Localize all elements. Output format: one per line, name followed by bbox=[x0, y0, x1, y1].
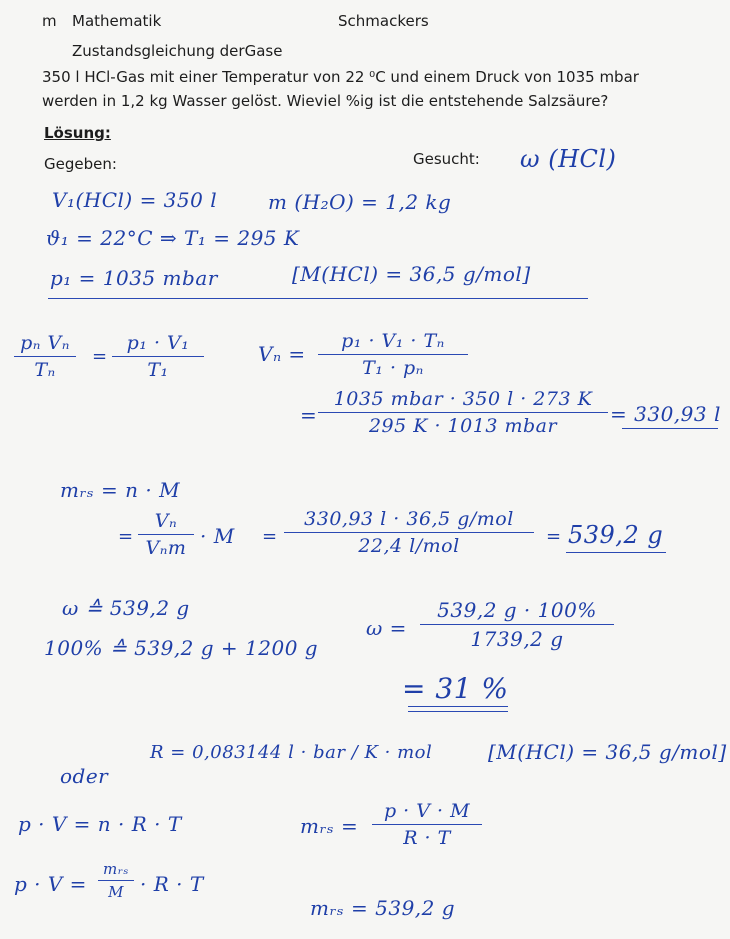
fraction-bar bbox=[14, 356, 76, 357]
mass-vn-fraction bbox=[138, 510, 194, 559]
gaslaw-rhs-fraction bbox=[112, 332, 204, 381]
mass-equals-1: = bbox=[118, 526, 134, 547]
ideal-gas-m-den: M bbox=[108, 883, 124, 901]
vn-calc-fraction bbox=[318, 388, 608, 437]
fraction-bar bbox=[138, 534, 194, 535]
gaslaw-rhs-num: p₁ · V₁ bbox=[126, 332, 190, 354]
mrs-den: R · T bbox=[403, 827, 451, 849]
fraction-bar bbox=[318, 412, 608, 413]
gaslaw-lhs-num: pₙ Vₙ bbox=[20, 332, 70, 354]
w-correspondence: ω ≙ 539,2 g bbox=[62, 596, 190, 620]
fraction-bar bbox=[112, 356, 204, 357]
mass-frac-num: Vₙ bbox=[154, 510, 178, 532]
gaslaw-lhs-fraction bbox=[14, 332, 76, 381]
vn-calc-num: 1035 mbar · 350 l · 273 K bbox=[333, 388, 593, 410]
ideal-gas-lhs: p · V = bbox=[14, 872, 87, 896]
gas-constant: R = 0,083144 l · bar / K · mol bbox=[150, 742, 433, 763]
gaslaw-lhs-den: Tₙ bbox=[34, 359, 56, 381]
vn-calc-den: 295 K · 1013 mbar bbox=[368, 415, 558, 437]
mass-calc-num: 330,93 l · 36,5 g/mol bbox=[304, 508, 514, 530]
given-water-mass: m (H₂O) = 1,2 kg bbox=[268, 190, 452, 214]
w-result-underline-1 bbox=[408, 706, 508, 707]
vn-formula-fraction bbox=[318, 330, 468, 379]
mass-equals-2: = bbox=[262, 526, 278, 547]
given-divider bbox=[48, 298, 588, 299]
given-temperature: ϑ₁ = 22°C ⇒ T₁ = 295 K bbox=[46, 226, 300, 250]
solution-heading: Lösung: bbox=[44, 124, 111, 142]
fraction-bar bbox=[372, 824, 482, 825]
fraction-bar bbox=[318, 354, 468, 355]
ideal-gas-law: p · V = n · R · T bbox=[18, 812, 182, 836]
mrs-num: p · V · M bbox=[383, 800, 471, 822]
sought-value: ω (HCl) bbox=[520, 145, 617, 173]
gaslaw-equals: = bbox=[92, 346, 108, 367]
gaslaw-rhs-den: T₁ bbox=[147, 359, 169, 381]
w-num: 539,2 g · 100% bbox=[437, 598, 597, 622]
mass-line-1: mᵣₛ = n · M bbox=[60, 478, 181, 502]
mass-calc-fraction bbox=[284, 508, 534, 557]
mrs-result: mᵣₛ = 539,2 g bbox=[310, 896, 456, 920]
w-result-underline-2 bbox=[408, 711, 508, 712]
w-result: = 31 % bbox=[402, 672, 509, 705]
given-molar-mass: [M(HCl) = 36,5 g/mol] bbox=[292, 262, 531, 286]
mrs-fraction bbox=[372, 800, 482, 849]
ideal-gas-tail: · R · T bbox=[140, 872, 204, 896]
hundred-correspondence: 100% ≙ 539,2 g + 1200 g bbox=[44, 636, 319, 660]
fraction-bar bbox=[98, 880, 134, 881]
fraction-bar bbox=[420, 624, 614, 625]
sought-label: Gesucht: bbox=[413, 150, 480, 168]
vn-result-underline bbox=[622, 428, 718, 429]
oder-label: oder bbox=[60, 764, 109, 788]
w-fraction bbox=[420, 598, 614, 651]
ideal-gas-mass-fraction bbox=[98, 860, 134, 901]
vn-formula-den: T₁ · pₙ bbox=[362, 357, 424, 379]
vn-result: = 330,93 l bbox=[610, 402, 721, 426]
mass-calc-den: 22,4 l/mol bbox=[358, 535, 460, 557]
left-margin-mark: m bbox=[42, 12, 57, 30]
w-label: ω = bbox=[366, 616, 407, 640]
mrs-label: mᵣₛ = bbox=[300, 814, 359, 838]
mass-result: 539,2 g bbox=[568, 521, 664, 549]
mass-frac-tail: · M bbox=[200, 524, 235, 548]
mass-result-equals: = bbox=[546, 526, 562, 547]
mass-frac-den: Vₙm bbox=[145, 537, 187, 559]
problem-line-2: werden in 1,2 kg Wasser gelöst. Wieviel %ig ist die entstehende Salzsäure? bbox=[42, 92, 609, 110]
ideal-gas-m-num: mᵣₛ bbox=[103, 860, 129, 878]
topic-title: Zustandsgleichung derGase bbox=[72, 42, 283, 60]
vn-calc-equals: = bbox=[300, 403, 318, 427]
given-label: Gegeben: bbox=[44, 155, 117, 173]
alt-molar-mass: [M(HCl) = 36,5 g/mol] bbox=[488, 740, 727, 764]
problem-line-1: 350 l HCl-Gas mit einer Temperatur von 22 ⁰C und einem Druck von 1035 mbar bbox=[42, 68, 639, 86]
vn-formula-num: p₁ · V₁ · Tₙ bbox=[341, 330, 445, 352]
vn-label: Vₙ = bbox=[258, 342, 306, 366]
author-name: Schmackers bbox=[338, 12, 429, 30]
given-volume: V₁(HCl) = 350 l bbox=[52, 188, 218, 212]
fraction-bar bbox=[284, 532, 534, 533]
given-pressure: p₁ = 1035 mbar bbox=[50, 266, 218, 290]
mass-result-underline bbox=[566, 552, 666, 553]
w-den: 1739,2 g bbox=[470, 627, 564, 651]
subject-title: Mathematik bbox=[72, 12, 162, 30]
